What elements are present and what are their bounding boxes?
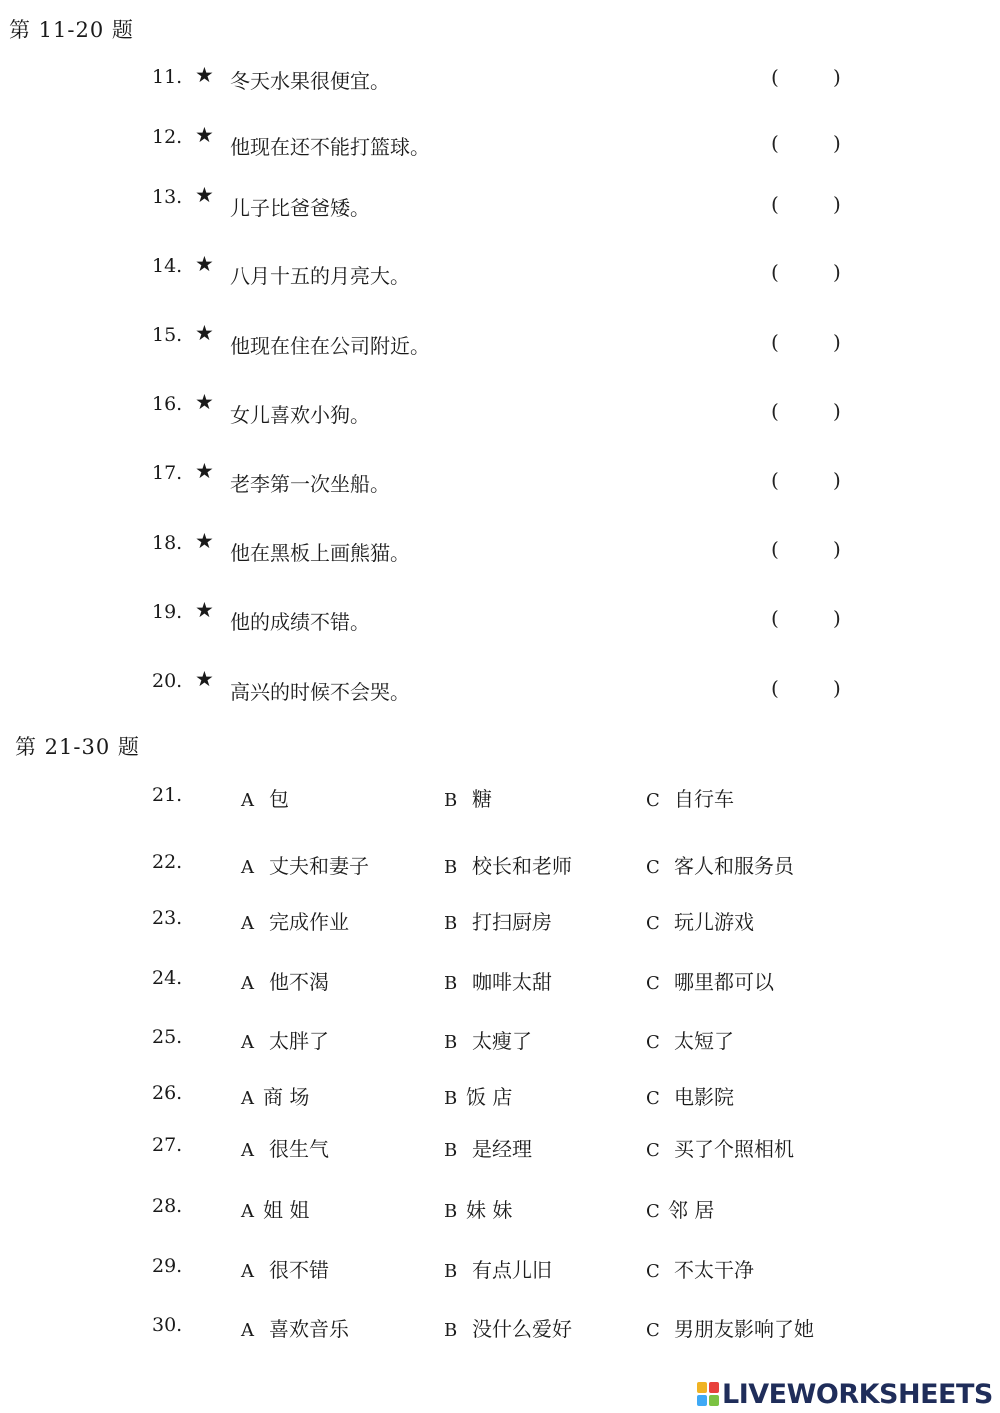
option-text: 饭 店 <box>466 1085 513 1109</box>
answer-paren-right: ) <box>833 537 841 561</box>
option-letter: A <box>241 1088 254 1109</box>
answer-paren-left: ( <box>771 537 779 561</box>
question-number: 21. <box>152 784 183 806</box>
option-letter: A <box>241 1201 254 1222</box>
option-text: 哪里都可以 <box>674 970 774 994</box>
option-b <box>444 906 552 935</box>
statement-text: 女儿喜欢小狗。 <box>230 403 370 427</box>
option-a <box>241 1081 309 1110</box>
option-text: 校长和老师 <box>472 854 572 878</box>
question-number: 20. <box>152 670 183 692</box>
option-letter: A <box>241 1320 254 1341</box>
answer-paren-right: ) <box>833 399 841 423</box>
option-text: 喜欢音乐 <box>269 1317 349 1341</box>
option-text: 商 场 <box>263 1085 310 1109</box>
option-text: 咖啡太甜 <box>472 970 552 994</box>
question-number: 12. <box>152 126 183 148</box>
option-letter: C <box>646 973 660 994</box>
logo-text: LIVEWORKSHEETS <box>722 1378 993 1410</box>
star-icon: ★ <box>195 123 214 147</box>
question-number: 14. <box>152 255 183 277</box>
question-number: 13. <box>152 186 183 208</box>
star-icon: ★ <box>195 321 214 345</box>
option-b <box>444 1025 532 1054</box>
option-b <box>444 1313 572 1342</box>
option-a <box>241 966 329 995</box>
option-text: 丈夫和妻子 <box>269 854 369 878</box>
answer-paren-left: ( <box>771 260 779 284</box>
option-text: 没什么爱好 <box>472 1317 572 1341</box>
section-title-21-30: 第 21-30 题 <box>15 735 140 759</box>
answer-paren-right: ) <box>833 131 841 155</box>
answer-paren-left: ( <box>771 606 779 630</box>
option-letter: B <box>444 973 458 994</box>
star-icon: ★ <box>195 667 214 691</box>
star-icon: ★ <box>195 529 214 553</box>
statement-text: 高兴的时候不会哭。 <box>230 680 410 704</box>
option-letter: B <box>444 1261 458 1282</box>
answer-paren-right: ) <box>833 468 841 492</box>
option-letter: A <box>241 857 254 878</box>
star-icon: ★ <box>195 183 214 207</box>
option-letter: C <box>646 1201 660 1222</box>
option-text: 完成作业 <box>269 910 349 934</box>
option-text: 他不渴 <box>269 970 329 994</box>
statement-text: 儿子比爸爸矮。 <box>230 196 370 220</box>
option-letter: B <box>444 1088 458 1109</box>
option-text: 玩儿游戏 <box>674 910 754 934</box>
question-number: 16. <box>152 393 183 415</box>
star-icon: ★ <box>195 459 214 483</box>
liveworksheets-logo[interactable] <box>697 1377 993 1411</box>
answer-paren-left: ( <box>771 192 779 216</box>
option-letter: C <box>646 1261 660 1282</box>
answer-paren-right: ) <box>833 676 841 700</box>
question-number: 26. <box>152 1082 183 1104</box>
option-text: 很不错 <box>269 1258 329 1282</box>
answer-paren-left: ( <box>771 676 779 700</box>
option-text: 太短了 <box>674 1029 734 1053</box>
option-b <box>444 783 492 812</box>
question-number: 30. <box>152 1314 183 1336</box>
answer-paren-right: ) <box>833 65 841 89</box>
answer-paren-left: ( <box>771 399 779 423</box>
option-c <box>646 906 754 935</box>
option-letter: B <box>444 913 458 934</box>
option-b <box>444 966 552 995</box>
option-letter: A <box>241 1261 254 1282</box>
question-number: 15. <box>152 324 183 346</box>
option-text: 很生气 <box>269 1137 329 1161</box>
statement-text: 八月十五的月亮大。 <box>230 264 410 288</box>
option-c <box>646 1081 734 1110</box>
option-letter: B <box>444 1201 458 1222</box>
answer-paren-right: ) <box>833 192 841 216</box>
option-letter: C <box>646 1032 660 1053</box>
option-a <box>241 1313 349 1342</box>
option-letter: B <box>444 1140 458 1161</box>
option-text: 太胖了 <box>269 1029 329 1053</box>
option-letter: B <box>444 1032 458 1053</box>
star-icon: ★ <box>195 63 214 87</box>
option-text: 妹 妹 <box>466 1198 513 1222</box>
question-number: 19. <box>152 601 183 623</box>
option-a <box>241 1194 309 1223</box>
option-text: 自行车 <box>674 787 734 811</box>
option-a <box>241 906 349 935</box>
statement-text: 他在黑板上画熊猫。 <box>230 541 410 565</box>
question-number: 11. <box>152 66 183 88</box>
star-icon: ★ <box>195 390 214 414</box>
option-a <box>241 1133 329 1162</box>
option-letter: C <box>646 1088 660 1109</box>
option-b <box>444 1081 512 1110</box>
option-b <box>444 850 572 879</box>
option-letter: C <box>646 857 660 878</box>
option-letter: B <box>444 790 458 811</box>
logo-mark-icon <box>697 1382 719 1406</box>
option-b <box>444 1254 552 1283</box>
answer-paren-right: ) <box>833 330 841 354</box>
logo-square <box>709 1382 719 1393</box>
option-text: 包 <box>269 787 289 811</box>
option-c <box>646 1313 814 1342</box>
question-number: 22. <box>152 851 183 873</box>
option-a <box>241 783 289 812</box>
option-letter: C <box>646 1320 660 1341</box>
option-letter: A <box>241 1140 254 1161</box>
option-text: 太瘦了 <box>472 1029 532 1053</box>
option-c <box>646 1025 734 1054</box>
answer-paren-left: ( <box>771 65 779 89</box>
option-c <box>646 1133 794 1162</box>
question-number: 25. <box>152 1026 183 1048</box>
option-letter: A <box>241 790 254 811</box>
section-title-11-20: 第 11-20 题 <box>9 18 134 42</box>
option-c <box>646 850 794 879</box>
answer-paren-right: ) <box>833 606 841 630</box>
option-b <box>444 1194 512 1223</box>
question-number: 23. <box>152 907 183 929</box>
question-number: 18. <box>152 532 183 554</box>
option-text: 电影院 <box>674 1085 734 1109</box>
statement-text: 他现在住在公司附近。 <box>230 334 430 358</box>
logo-square <box>697 1382 707 1393</box>
question-number: 28. <box>152 1195 183 1217</box>
option-c <box>646 966 774 995</box>
option-letter: A <box>241 1032 254 1053</box>
option-text: 男朋友影响了她 <box>674 1317 814 1341</box>
option-text: 有点儿旧 <box>472 1258 552 1282</box>
option-letter: A <box>241 973 254 994</box>
option-c <box>646 1194 714 1223</box>
option-letter: C <box>646 790 660 811</box>
statement-text: 他现在还不能打篮球。 <box>230 135 430 159</box>
star-icon: ★ <box>195 598 214 622</box>
option-text: 打扫厨房 <box>472 910 552 934</box>
answer-paren-right: ) <box>833 260 841 284</box>
option-text: 是经理 <box>472 1137 532 1161</box>
option-c <box>646 783 734 812</box>
option-text: 邻 居 <box>668 1198 715 1222</box>
statement-text: 冬天水果很便宜。 <box>230 69 390 93</box>
option-a <box>241 1254 329 1283</box>
statement-text: 老李第一次坐船。 <box>230 472 390 496</box>
statement-text: 他的成绩不错。 <box>230 610 370 634</box>
option-text: 客人和服务员 <box>674 854 794 878</box>
option-text: 买了个照相机 <box>674 1137 794 1161</box>
logo-square <box>709 1395 719 1406</box>
option-letter: C <box>646 913 660 934</box>
option-letter: B <box>444 857 458 878</box>
question-number: 29. <box>152 1255 183 1277</box>
option-text: 姐 姐 <box>263 1198 310 1222</box>
option-a <box>241 850 369 879</box>
logo-square <box>697 1395 707 1406</box>
option-a <box>241 1025 329 1054</box>
question-number: 17. <box>152 462 183 484</box>
option-letter: C <box>646 1140 660 1161</box>
question-number: 24. <box>152 967 183 989</box>
answer-paren-left: ( <box>771 468 779 492</box>
option-text: 糖 <box>472 787 492 811</box>
option-c <box>646 1254 754 1283</box>
answer-paren-left: ( <box>771 330 779 354</box>
answer-paren-left: ( <box>771 131 779 155</box>
option-letter: B <box>444 1320 458 1341</box>
option-letter: A <box>241 913 254 934</box>
option-text: 不太干净 <box>674 1258 754 1282</box>
question-number: 27. <box>152 1134 183 1156</box>
star-icon: ★ <box>195 252 214 276</box>
option-b <box>444 1133 532 1162</box>
